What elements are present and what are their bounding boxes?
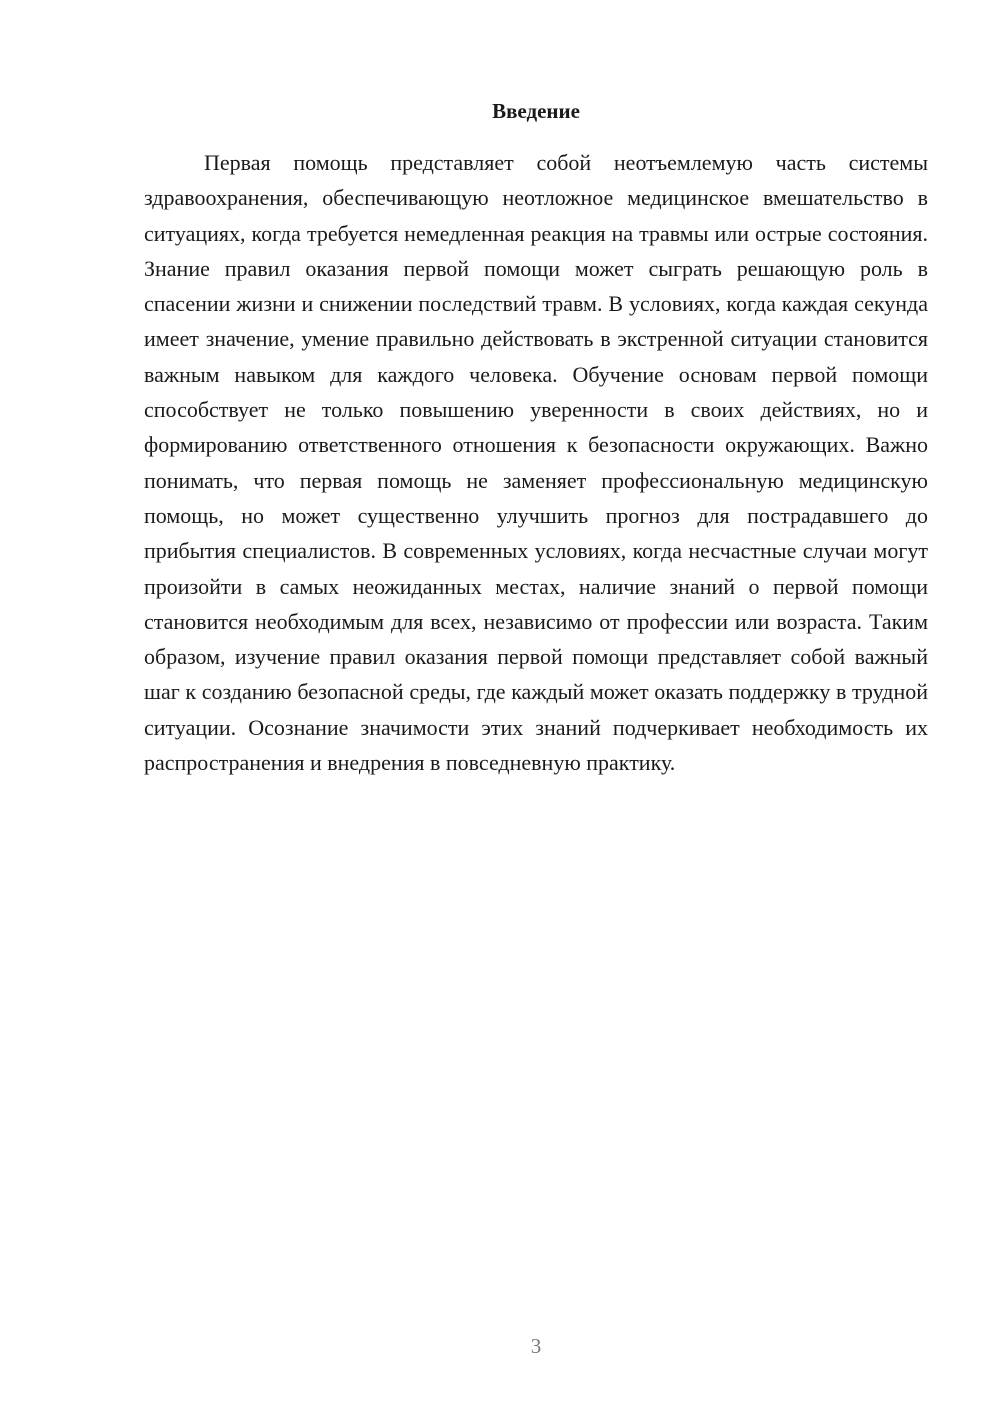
page-number: 3: [530, 1334, 542, 1358]
section-heading: Введение: [492, 99, 580, 123]
body-paragraph: Первая помощь представляет собой неотъемлемую часть системы здравоохранения, обеспечивающую неотложное медицинское вмешательство в ситуациях, когда требуется немедленная реакция на травмы или острые состояния. Знание правил оказания первой помощи может сыграть решающую роль в спасении жизни и снижении последствий травм. В условиях, когда каждая секунда имеет значение, умение правильно действовать в экстренной ситуации становится важным навыком для каждого человека. Обучение основам первой помощи способствует не только повышению уверенности в своих действиях, но и формированию ответственного отношения к безопасности окружающих. Важно понимать, что первая помощь не заменяет профессиональную медицинскую помощь, но может существенно улучшить прогноз для пострадавшего до прибытия специалистов. В современных условиях, когда несчастные случаи могут произойти в самых неожиданных местах, наличие знаний о первой помощи становится необходимым для всех, независимо от профессии или возраста. Таким образом, изучение правил оказания первой помощи представляет собой важный шаг к созданию безопасной среды, где каждый может оказать поддержку в трудной ситуации. Осознание значимости этих знаний подчеркивает необходимость их распространения и внедрения в повседневную практику.: [144, 150, 928, 776]
